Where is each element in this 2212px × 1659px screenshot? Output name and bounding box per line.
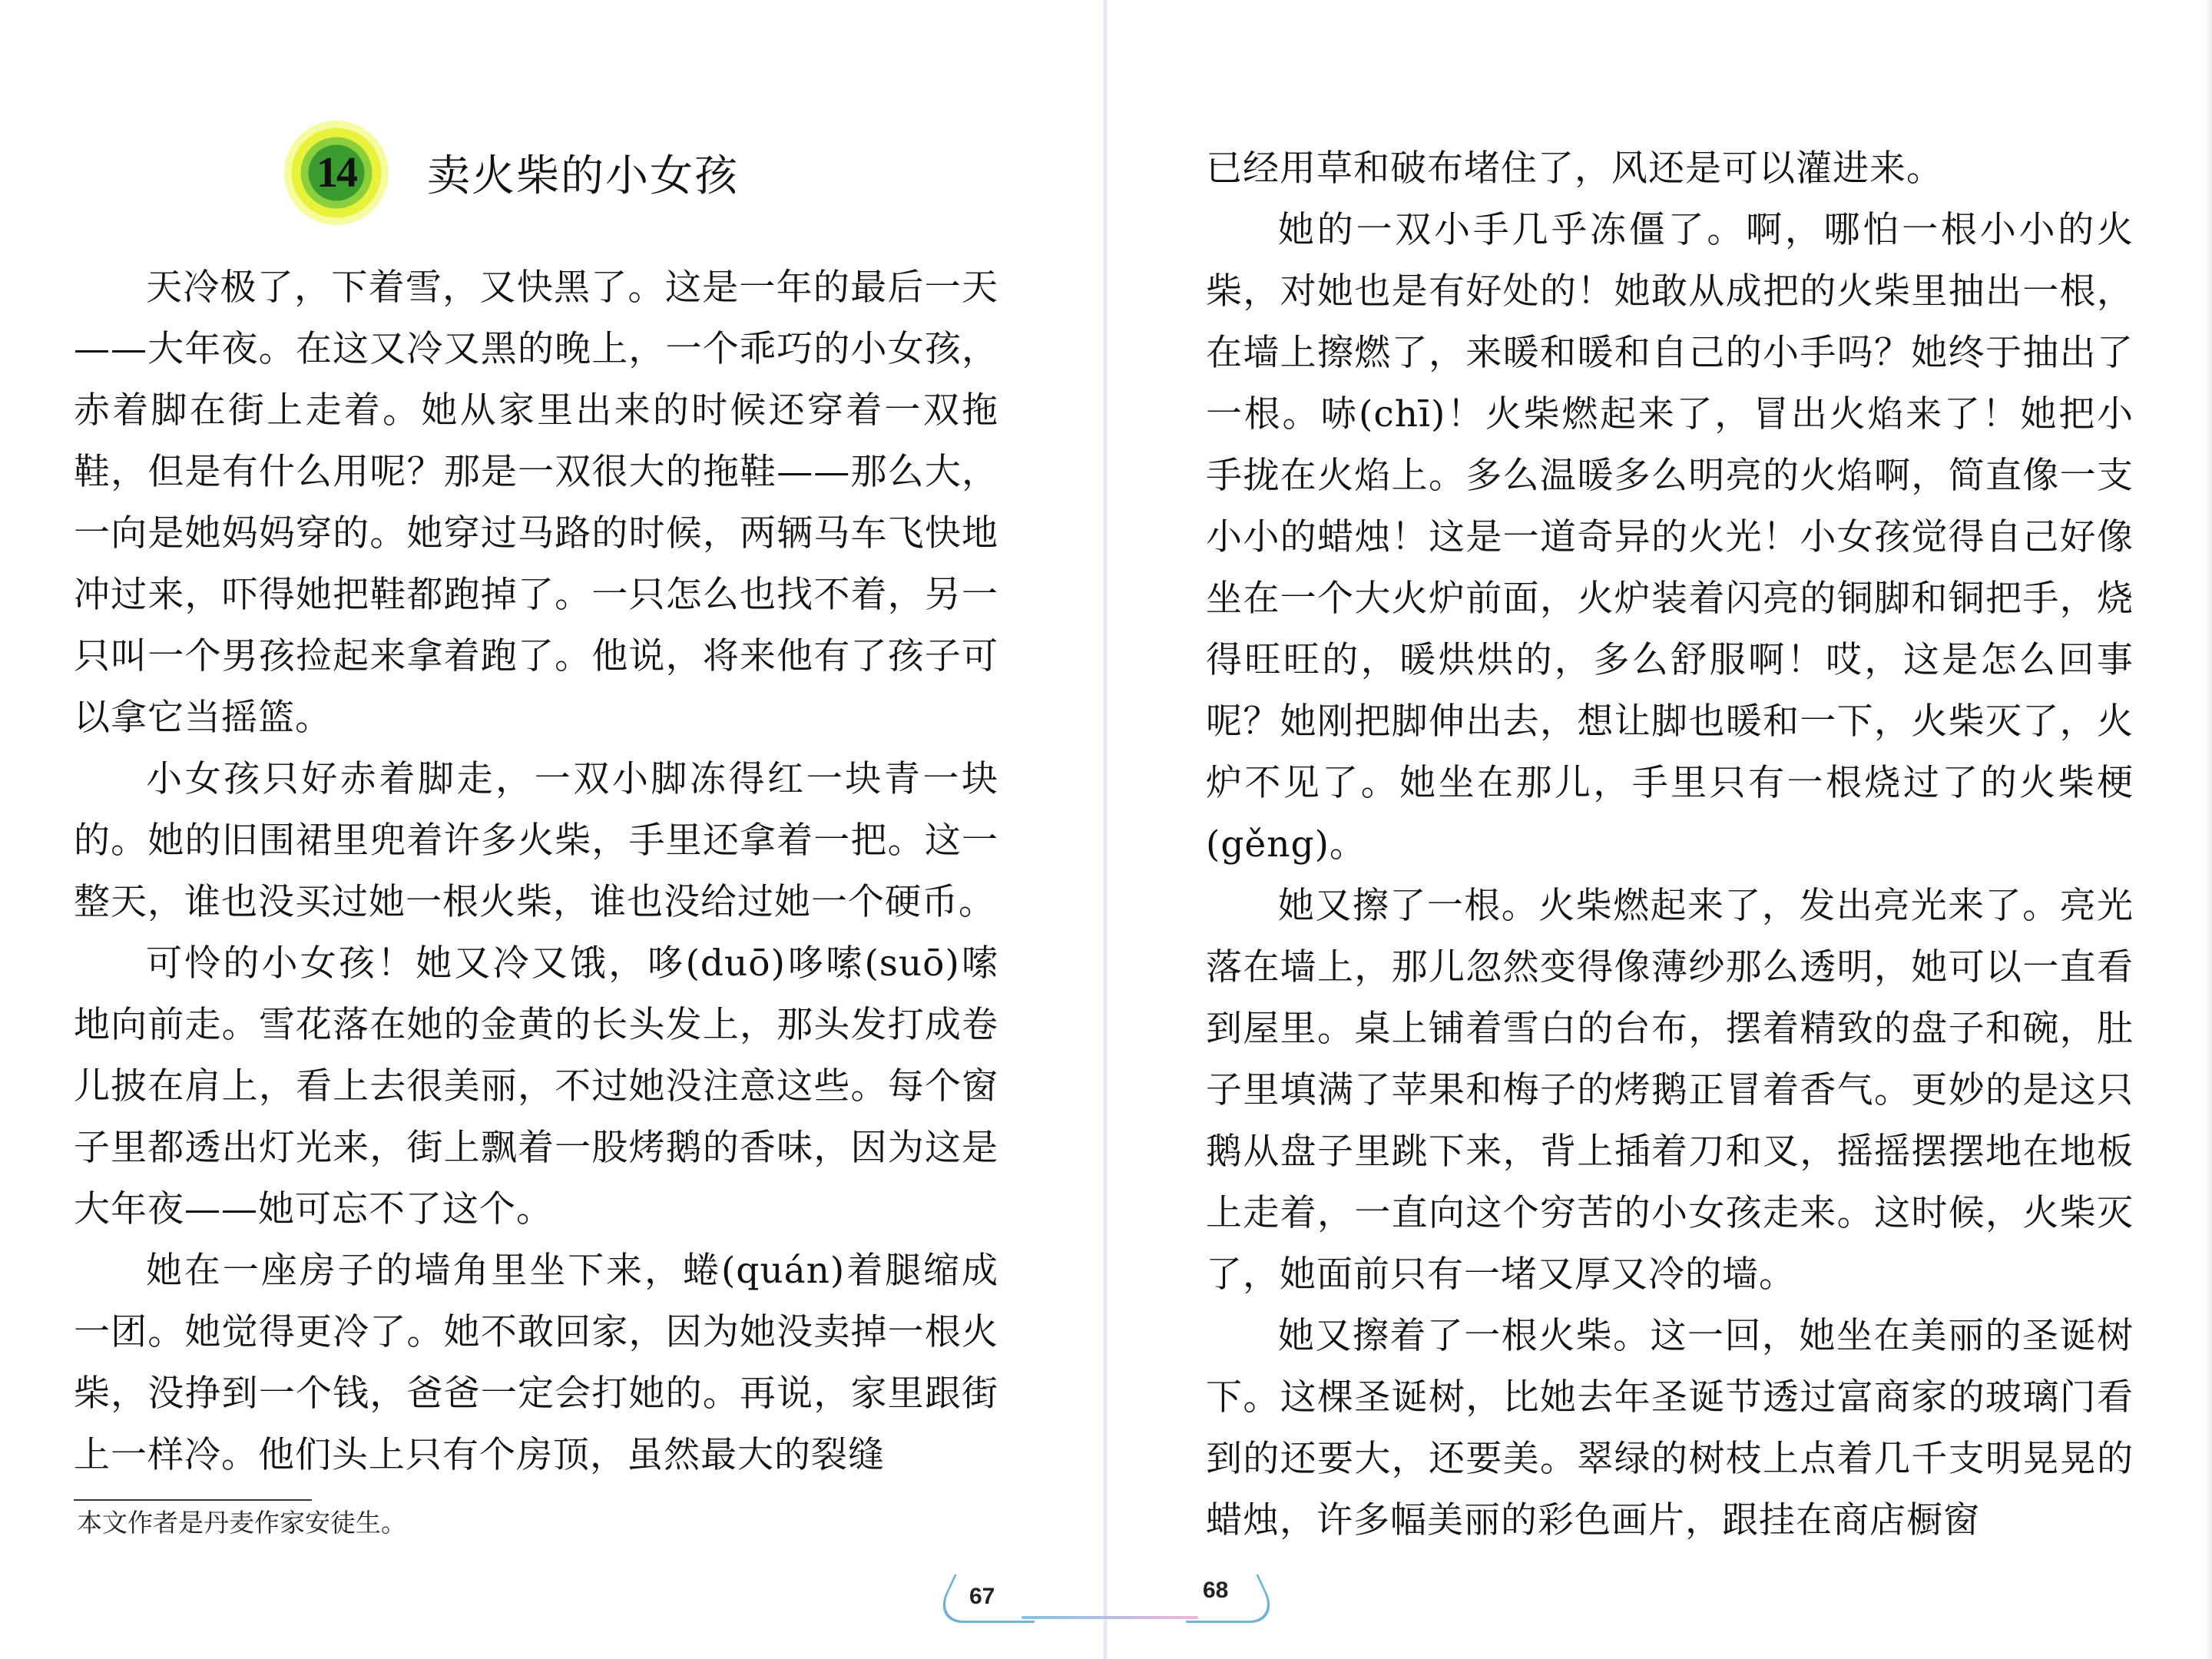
paragraph: 她的一双小手几乎冻僵了。啊，哪怕一根小小的火柴，对她也是有好处的！她敢从成把的火柴里抽出一根，在墙上擦燃了，来暖和暖和自己的小手吗？她终于抽出了一根。哧(chī)！火柴燃起来了，冒出火焰来了！她把小手拢在火焰上。多么温暖多么明亮的火焰啊，简直像一支小小的蜡烛！这是一道奇异的火光！小女孩觉得自己好像坐在一个大火炉前面，火炉装着闪亮的铜脚和铜把手，烧得旺旺的，暖烘烘的，多么舒服啊！哎，这是怎么回事呢？她刚把脚伸出去，想让脚也暖和一下，火柴灭了，火炉不见了。她坐在那儿，手里只有一根烧过了的火柴梗(gěng)。 — [1206, 209, 2134, 866]
footnote-divider — [74, 1499, 312, 1501]
paragraph: 她又擦着了一根火柴。这一回，她坐在美丽的圣诞树下。这棵圣诞树，比她去年圣诞节透过富商家的玻璃门看到的还要大，还要美。翠绿的树枝上点着几千支明晃晃的蜡烛，许多幅美丽的彩色画片，跟挂在商店橱窗 — [1206, 1315, 2134, 1541]
book-ribbon-decoration — [1022, 1616, 1198, 1619]
paragraph-continuation: 已经用草和破布堵住了，风还是可以灌进来。 — [1206, 147, 1943, 190]
lesson-title: 卖火柴的小女孩 — [427, 151, 739, 201]
paragraph: 天冷极了，下着雪，又快黑了。这是一年的最后一天——大年夜。在这又冷又黑的晚上，一个乖巧的小女孩，赤着脚在街上走着。她从家里出来的时候还穿着一双拖鞋，但是有什么用呢？那是一双很大的拖鞋——那么大，一向是她妈妈穿的。她穿过马路的时候，两辆马车飞快地冲过来，吓得她把鞋都跑掉了。一只怎么也找不着，另一只叫一个男孩捡起来拿着跑了。他说，将来他有了孩子可以拿它当摇篮。 — [74, 267, 998, 739]
sun-badge-icon — [284, 121, 389, 225]
paragraph: 小女孩只好赤着脚走，一双小脚冻得红一块青一块的。她的旧围裙里兜着许多火柴，手里还拿着一把。这一整天，谁也没买过她一根火柴，谁也没给过她一个硬币。 — [74, 758, 998, 923]
page-edge-shadow — [2204, 0, 2212, 1659]
left-page — [0, 0, 1103, 1659]
right-page-text — [1206, 138, 2134, 1551]
left-page-text — [74, 257, 998, 1486]
footnote: 本文作者是丹麦作家安徒生。 — [77, 1508, 406, 1538]
paragraph: 她又擦了一根。火柴燃起来了，发出亮光来了。亮光落在墙上，那儿忽然变得像薄纱那么透明，她可以一直看到屋里。桌上铺着雪白的台布，摆着精致的盘子和碗，肚子里填满了苹果和梅子的烤鹅正冒着香气。更妙的是这只鹅从盘子里跳下来，背上插着刀和叉，摇摇摆摆地在地板上走着，一直向这个穷苦的小女孩走来。这时候，火柴灭了，她面前只有一堵又厚又冷的墙。 — [1206, 885, 2134, 1296]
page-number-right: 68 — [1203, 1578, 1229, 1603]
paragraph: 她在一座房子的墙角里坐下来，蜷(quán)着腿缩成一团。她觉得更冷了。她不敢回家，因为她没卖掉一根火柴，没挣到一个钱，爸爸一定会打她的。再说，家里跟街上一样冷。他们头上只有个房顶，虽然最大的裂缝 — [74, 1250, 998, 1476]
lesson-number: 14 — [316, 149, 356, 197]
paragraph: 可怜的小女孩！她又冷又饿，哆(duō)哆嗦(suō)嗦地向前走。雪花落在她的金黄的长头发上，那头发打成卷儿披在肩上，看上去很美丽，不过她没注意这些。每个窗子里都透出灯光来，街上飘着一股烤鹅的香味，因为这是大年夜——她可忘不了这个。 — [74, 942, 998, 1230]
right-page — [1108, 0, 2204, 1659]
lesson-header — [284, 115, 739, 230]
page-number-left: 67 — [969, 1584, 995, 1609]
